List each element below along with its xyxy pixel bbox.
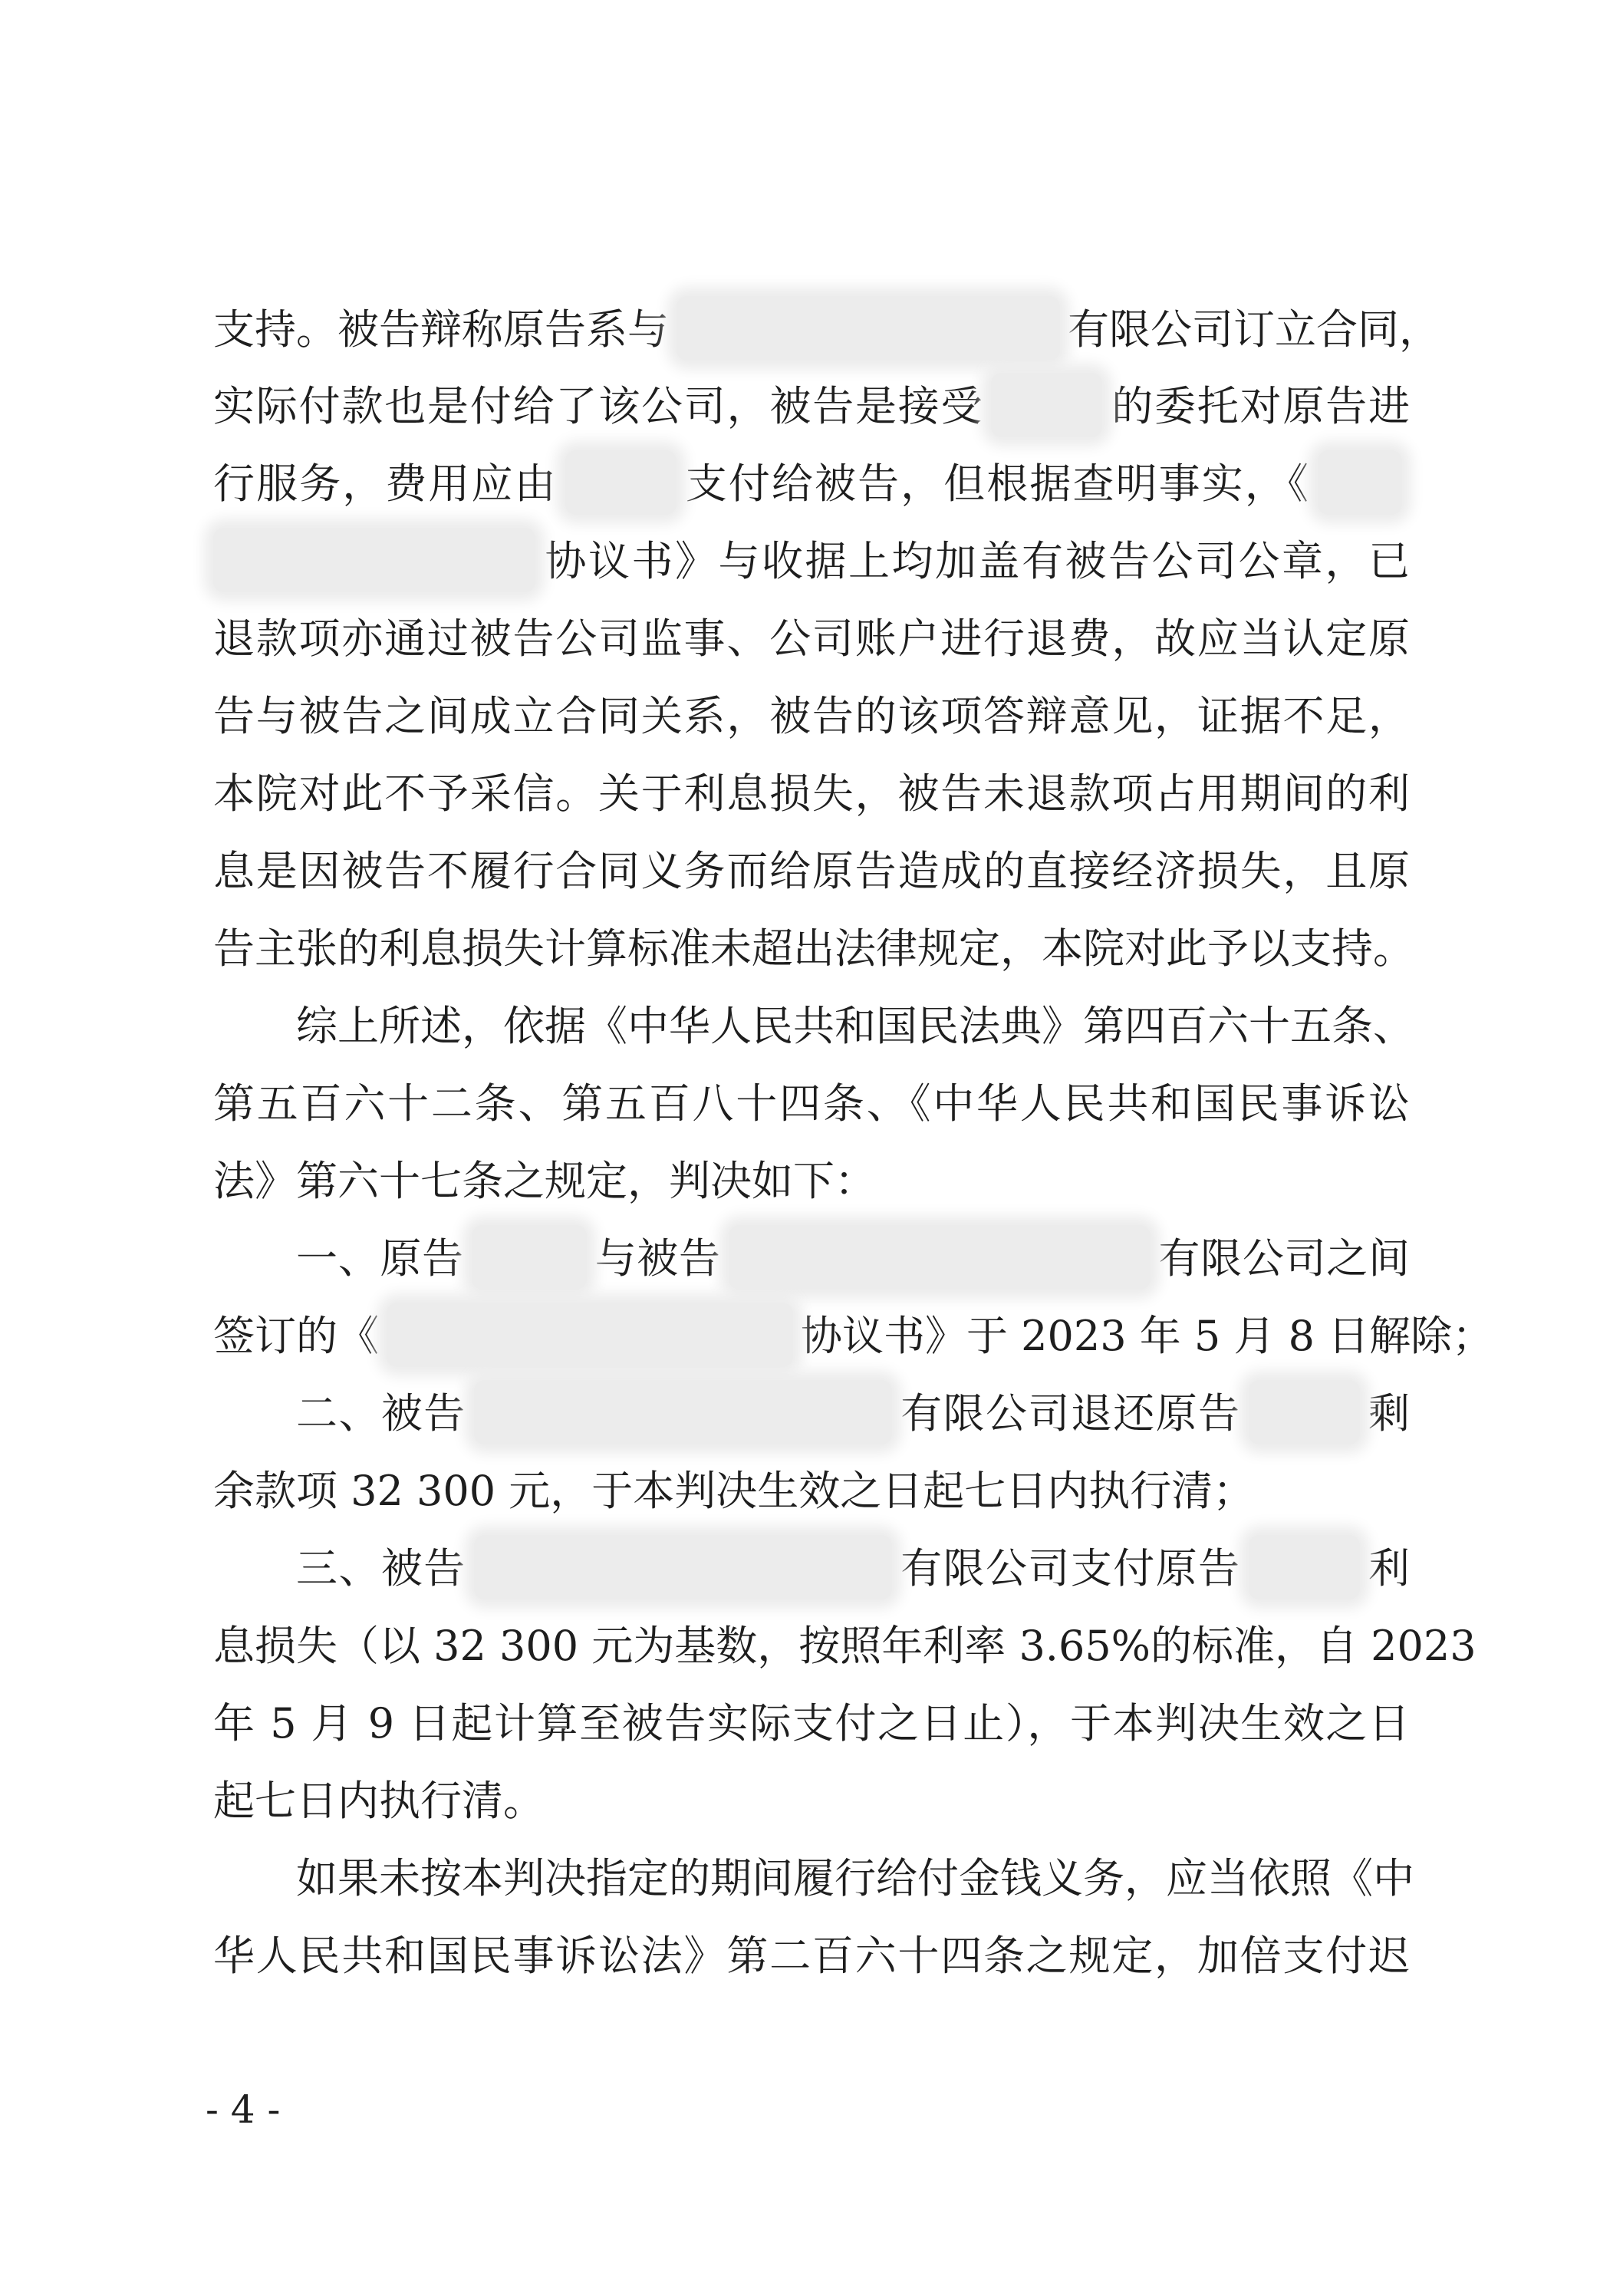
text-line: 如果未按本判决指定的期间履行给付金钱义务，应当依照《中 xyxy=(296,1854,1414,1902)
redaction-block xyxy=(387,1303,793,1367)
text-line: 第五百六十二条、第五百八十四条、《中华人民共和国民事诉讼 xyxy=(213,1079,1410,1128)
text-line: 告与被告之间成立合同关系，被告的该项答辩意见，证据不足， xyxy=(213,692,1410,740)
text-line: 起七日内执行清。 xyxy=(213,1777,545,1825)
redaction-block xyxy=(677,296,1060,361)
page-number: - 4 - xyxy=(206,2087,281,2132)
text-line: 告主张的利息损失计算标准未超出法律规定，本院对此予以支持。 xyxy=(213,924,1414,973)
text-line: 年 5 月 9 日起计算至被告实际支付之日止），于本判决生效之日 xyxy=(213,1699,1410,1748)
text-line: 本院对此不予采信。关于利息损失，被告未退款项占用期间的利 xyxy=(213,769,1410,818)
text-line: 二、被告 有限公司退还原告 剩 xyxy=(296,1372,1410,1456)
text-line: 支持。被告辩称原告系与 有限公司订立合同， xyxy=(213,288,1410,372)
text-line: 协议书》与收据上均加盖有被告公司公章，已 xyxy=(213,519,1410,604)
text-line: 签订的《 协议书》于 2023 年 5 月 8 日解除； xyxy=(213,1294,1410,1379)
redaction-block xyxy=(1249,1380,1360,1444)
redaction-block xyxy=(472,1225,587,1290)
text-line: 三、被告 有限公司支付原告 利 xyxy=(296,1527,1410,1611)
text-line: 综上所述，依据《中华人民共和国民法典》第四百六十五条、 xyxy=(296,1002,1414,1050)
text-line: 法》第六十七条之规定，判决如下： xyxy=(213,1157,876,1205)
redaction-block xyxy=(991,373,1102,437)
redaction-block xyxy=(213,528,535,592)
redaction-block xyxy=(474,1535,892,1599)
text-line: 息是因被告不履行合同义务而给原告造成的直接经济损失，且原 xyxy=(213,847,1410,895)
redaction-block xyxy=(1318,450,1402,515)
redaction-block xyxy=(1249,1535,1360,1599)
text-line: 华人民共和国民事诉讼法》第二百六十四条之规定，加倍支付迟 xyxy=(213,1932,1410,1980)
text-line: 行服务，费用应由 支付给被告，但根据查明事实，《 xyxy=(213,442,1410,526)
text-line: 息损失（以 32 300 元为基数，按照年利率 3.65%的标准，自 2023 xyxy=(213,1622,1477,1670)
text-line: 退款项亦通过被告公司监事、公司账户进行退费，故应当认定原 xyxy=(213,614,1410,663)
text-line: 余款项 32 300 元，于本判决生效之日起七日内执行清； xyxy=(213,1467,1255,1515)
text-line: 一、原告 与被告 有限公司之间 xyxy=(296,1217,1410,1301)
redaction-block xyxy=(565,450,677,515)
redaction-block xyxy=(474,1380,892,1444)
text-line: 实际付款也是付给了该公司，被告是接受 的委托对原告进 xyxy=(213,364,1410,449)
redaction-block xyxy=(729,1225,1151,1290)
